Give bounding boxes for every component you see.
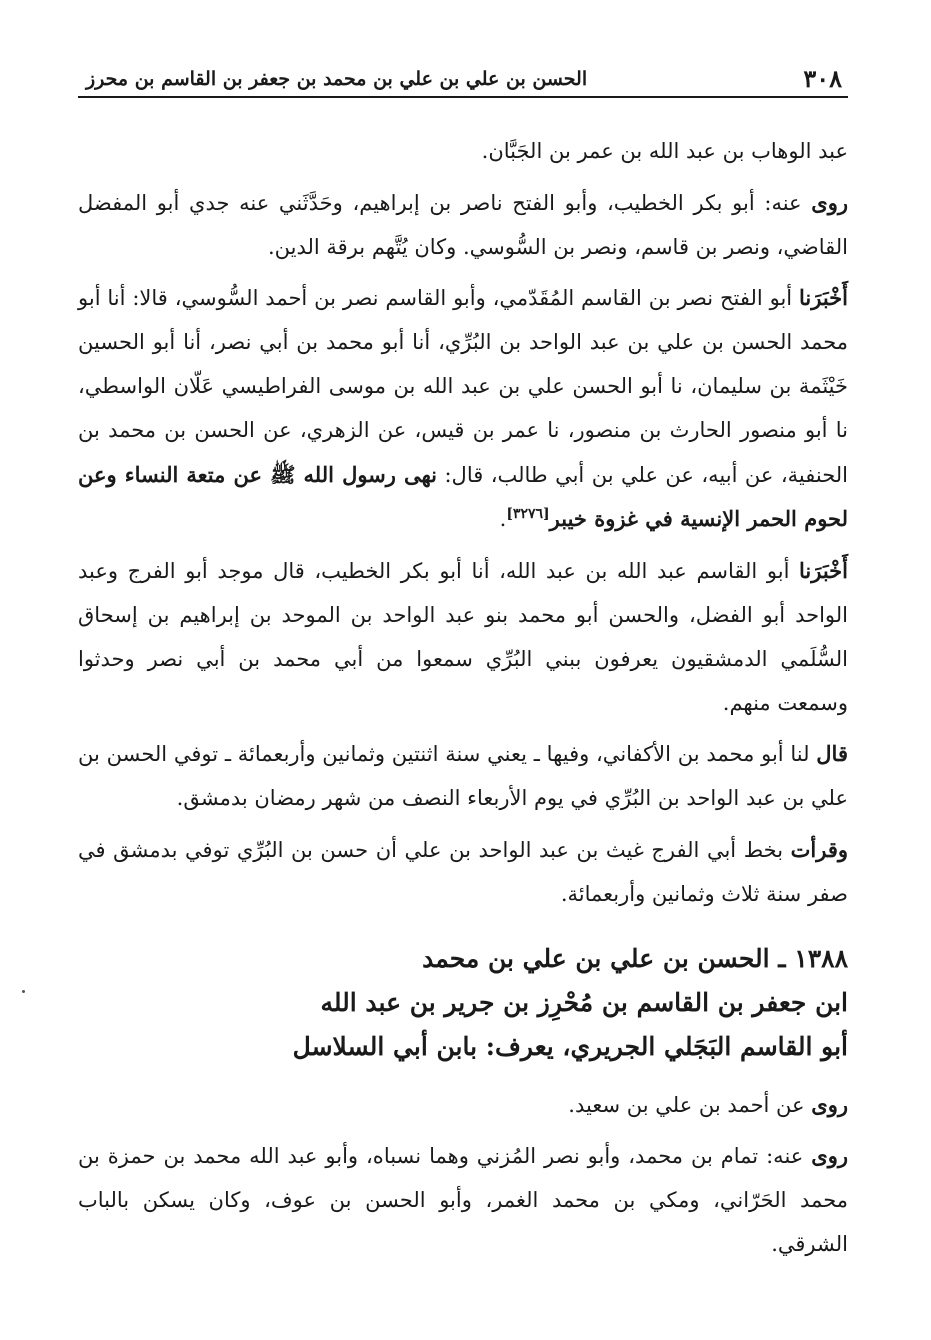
hadith-text: نهى رسول الله ﷺ عن متعة النساء وعن لحوم الحمر الإنسية في غزوة خيبر <box>78 461 848 532</box>
header-title: الحسن بن علي بن علي بن محمد بن جعفر بن القاسم بن محرز <box>86 68 588 90</box>
paragraph-lead: روى <box>811 1091 848 1117</box>
body-text <box>78 130 848 1267</box>
book-page <box>78 58 848 1318</box>
scan-speck <box>22 990 25 993</box>
paragraph-lead: روى <box>811 189 848 215</box>
paragraph-text: عن أحمد بن علي بن سعيد. <box>568 1092 812 1117</box>
paragraph <box>78 828 848 917</box>
paragraph-lead: روى <box>811 1143 848 1169</box>
paragraph-text: بخط أبي الفرج غيث بن عبد الواحد بن علي أن حسن بن البُرِّي توفي بدمشق في صفر سنة ثلاث وثمانين وأربعمائة. <box>78 837 848 906</box>
running-header <box>78 58 848 98</box>
paragraph-tail: . <box>499 507 507 532</box>
paragraph <box>78 276 848 542</box>
entry-heading-line: ابن جعفر بن القاسم بن مُحْرِز بن جرير بن عبد الله <box>320 987 848 1017</box>
entry-heading-line: أبو القاسم البَجَلي الجريري، يعرف: بابن أبي السلاسل <box>292 1031 848 1061</box>
paragraph <box>78 181 848 270</box>
paragraph-lead: أَخْبَرَنا <box>799 285 848 311</box>
paragraph-text: لنا أبو محمد بن الأكفاني، وفيها ـ يعني سنة اثنتين وثمانين وأربعمائة ـ توفي الحسن بن علي بن عبد الواحد بن البُرِّي في يوم الأربعاء النصف من شهر رمضان بدمشق. <box>78 742 848 811</box>
paragraph-text: أبو القاسم عبد الله بن عبد الله، أنا أبو بكر الخطيب، قال موجد أبو الفرج وعبد الواحد أبو الفضل، والحسن أبو محمد بنو عبد الواحد بن الموحد بن إبراهيم بن إسحاق السُّلَمي الدمشقيون يعرفون ببني البُرِّي سمعوا من أبي محمد بن أبي نصر وحدثوا وسمعت منهم. <box>78 559 848 715</box>
paragraph <box>78 130 848 174</box>
paragraph-text: عبد الوهاب بن عبد الله بن عمر بن الجَبَّان. <box>481 139 848 163</box>
paragraph <box>78 1083 848 1128</box>
entry-heading <box>78 937 848 1069</box>
paragraph-lead: وقرأت <box>790 836 848 862</box>
paragraph-text: أبو الفتح نصر بن القاسم المُقَدّمي، وأبو القاسم نصر بن أحمد السُّوسي، قالا: أنا أبو محمد الحسن بن علي بن عبد الواحد بن البُرِّي، أنا أبو محمد بن أبي نصر، أنا أبو الحسين خَيْثَمة بن سليمان، نا أبو الحسن علي بن عبد الله بن موسى الفراطيسي عَلّان الواسطي، نا أبو منصور الحارث بن منصور، نا عمر بن قيس، عن الزهري، عن الحسن بن محمد بن الحنفية، عن أبيه، عن علي بن أبي طالب، قال: <box>78 286 848 487</box>
hadith-reference: [٣٢٧٦] <box>506 506 550 523</box>
paragraph <box>78 732 848 821</box>
entry-heading-line: ١٣٨٨ ـ الحسن بن علي بن علي بن محمد <box>422 943 848 973</box>
paragraph-text: عنه: تمام بن محمد، وأبو نصر المُزني وهما نسباه، وأبو عبد الله محمد بن حمزة بن محمد الحَرّاني، ومكي بن محمد الغمر، وأبو الحسن بن عوف، وكان يسكن بالباب الشرقي. <box>78 1144 848 1256</box>
paragraph-lead: قال <box>816 741 848 767</box>
paragraph-lead: أَخْبَرَنا <box>799 558 848 584</box>
paragraph <box>78 1134 848 1266</box>
paragraph-text: عنه: أبو بكر الخطيب، وأبو الفتح ناصر بن إبراهيم، وحَدَّثَني عنه جدي أبو المفضل القاضي، ونصر بن قاسم، ونصر بن السُّوسي. وكان يُتَّهم برقة الدين. <box>78 190 848 259</box>
page-number: ٣٠٨ <box>803 64 842 93</box>
paragraph <box>78 549 848 725</box>
